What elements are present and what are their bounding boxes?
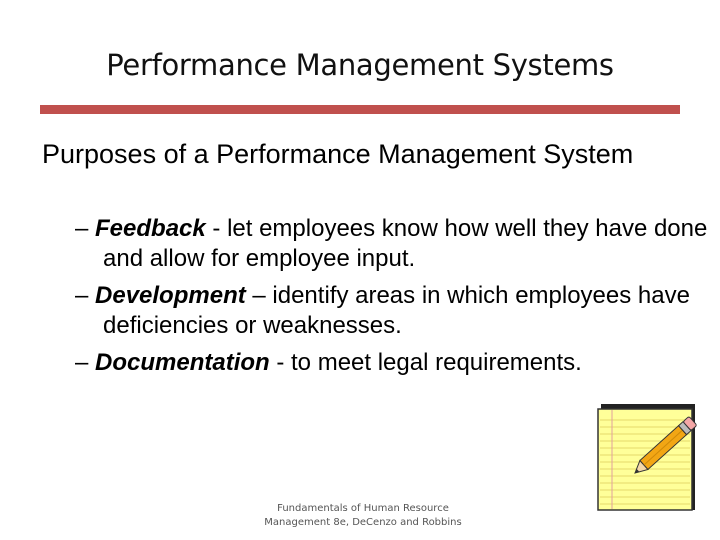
bullet-development: [75, 281, 715, 341]
bullet-feedback: [75, 214, 715, 274]
bullet-dash: –: [75, 215, 96, 242]
bullet-list: [75, 214, 715, 385]
bullet-text: - to meet legal requirements.: [269, 349, 582, 376]
bullet-text: – identify areas in which employees have deficiencies or weaknesses.: [103, 282, 690, 339]
slide-heading: Purposes of a Performance Management System: [42, 139, 634, 169]
slide-footer: [258, 502, 468, 530]
bullet-text: - let employees know how well they have done and allow for employee input.: [103, 215, 708, 272]
bullet-dash: –: [75, 349, 96, 376]
footer-line-2: Management 8e, DeCenzo and Robbins: [264, 517, 462, 528]
footer-line-1: Fundamentals of Human Resource: [277, 503, 449, 514]
notepad-pencil-icon: [590, 400, 710, 512]
title-rule: [40, 105, 680, 114]
bullet-dash: –: [75, 282, 96, 309]
bullet-term: Documentation: [95, 349, 270, 376]
slide-title: Performance Management Systems: [106, 48, 614, 82]
bullet-documentation: [75, 348, 715, 378]
bullet-term: Feedback: [95, 215, 206, 242]
bullet-term: Development: [95, 282, 246, 309]
